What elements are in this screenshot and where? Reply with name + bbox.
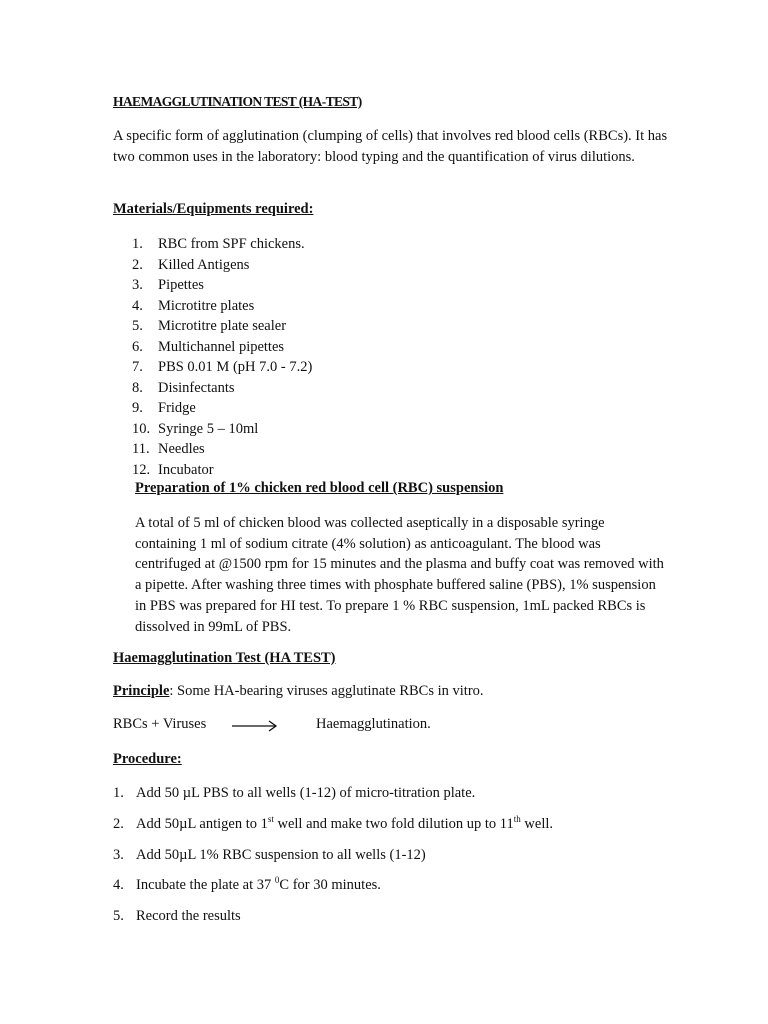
list-text: Microtitre plates bbox=[158, 297, 255, 314]
principle-line bbox=[113, 683, 484, 700]
list-text: Pipettes bbox=[158, 277, 204, 293]
list-item bbox=[132, 337, 312, 358]
list-item bbox=[132, 234, 312, 255]
list-text: Syringe 5 – 10ml bbox=[158, 420, 259, 437]
list-number: 4. bbox=[132, 297, 143, 314]
materials-list bbox=[132, 234, 312, 480]
step-number: 2. bbox=[113, 815, 124, 832]
procedure-step bbox=[113, 845, 553, 876]
step-text: Add 50 µL PBS to all wells (1-12) of micro-titration plate. bbox=[136, 785, 476, 801]
step-number: 3. bbox=[113, 846, 124, 863]
list-text: Microtitre plate sealer bbox=[158, 318, 287, 334]
degree-superscript: 0 bbox=[274, 875, 280, 886]
list-item bbox=[132, 275, 312, 296]
list-item bbox=[132, 378, 312, 399]
ordinal-suffix: st bbox=[267, 813, 274, 824]
intro-paragraph: A specific form of agglutination (clumping of cells) that involves red blood cells (RBCs). It has two common uses in the laboratory: blood typing and the quantification of virus dilutions. bbox=[113, 128, 668, 165]
list-number: 7. bbox=[132, 359, 143, 375]
ha-test-heading: Haemagglutination Test (HA TEST) bbox=[113, 650, 336, 666]
procedure-step bbox=[113, 875, 553, 906]
list-text: Incubator bbox=[158, 461, 214, 478]
right-arrow-icon bbox=[231, 719, 279, 733]
list-item bbox=[132, 398, 312, 419]
step-number: 1. bbox=[113, 785, 124, 801]
step-text-part: well and make two fold dilution up to 11 bbox=[273, 815, 514, 832]
step-text-part: Add 50µL antigen to 1 bbox=[136, 815, 268, 832]
step-text-part: C for 30 minutes. bbox=[279, 877, 381, 894]
list-text: Multichannel pipettes bbox=[158, 338, 285, 355]
materials-heading: Materials/Equipments required: bbox=[113, 201, 314, 217]
procedure-heading: Procedure: bbox=[113, 751, 182, 767]
list-number: 2. bbox=[132, 256, 143, 273]
principle-text: : Some HA-bearing viruses agglutinate RBCs in vitro. bbox=[169, 683, 484, 699]
list-text: Killed Antigens bbox=[158, 256, 250, 273]
list-item bbox=[132, 316, 312, 337]
list-text: Fridge bbox=[158, 400, 196, 416]
principle-label: Principle bbox=[113, 683, 170, 699]
step-text-part: Incubate the plate at 37 bbox=[136, 877, 275, 894]
equation-reactants: RBCs + Viruses bbox=[113, 716, 207, 732]
step-text: Add 50µL 1% RBC suspension to all wells (1-12) bbox=[136, 846, 426, 863]
procedure-step bbox=[113, 814, 553, 845]
list-number: 1. bbox=[132, 236, 143, 252]
list-text: Disinfectants bbox=[158, 379, 235, 396]
list-number: 3. bbox=[132, 277, 143, 293]
list-number: 8. bbox=[132, 379, 143, 396]
step-number: 4. bbox=[113, 877, 124, 894]
step-text-part: well. bbox=[520, 815, 553, 832]
list-text: Needles bbox=[158, 441, 205, 457]
list-item bbox=[132, 460, 312, 481]
list-item bbox=[132, 419, 312, 440]
reaction-equation bbox=[113, 716, 513, 738]
list-number: 11. bbox=[132, 441, 150, 457]
list-item bbox=[132, 357, 312, 378]
list-number: 6. bbox=[132, 338, 143, 355]
list-number: 5. bbox=[132, 318, 143, 334]
list-item bbox=[132, 255, 312, 276]
procedure-step bbox=[113, 906, 553, 937]
list-item bbox=[132, 296, 312, 317]
procedure-list bbox=[113, 783, 553, 937]
list-text: RBC from SPF chickens. bbox=[158, 236, 305, 252]
procedure-step bbox=[113, 783, 553, 814]
list-text: PBS 0.01 M (pH 7.0 - 7.2) bbox=[158, 359, 313, 375]
list-number: 9. bbox=[132, 400, 143, 416]
step-number: 5. bbox=[113, 908, 124, 925]
list-item bbox=[132, 439, 312, 460]
page-title: HAEMAGGLUTINATION TEST (HA-TEST) bbox=[113, 94, 362, 109]
preparation-paragraph: A total of 5 ml of chicken blood was collected aseptically in a disposable syringe containing 1 ml of sodium citrate (4% solution) as anticoagulant. The blood was centrifuged at @1500 rpm for 15 minutes and the plasma and buffy coat was removed with a pipette. After washing three times with phosphate buffered saline (PBS), 1% suspension in PBS was prepared for HI test. To prepare 1 % RBC suspension, 1mL packed RBCs is dissolved in 99mL of PBS. bbox=[135, 515, 664, 635]
step-text: Record the results bbox=[136, 908, 241, 925]
equation-product: Haemagglutination. bbox=[316, 716, 431, 732]
ordinal-suffix: th bbox=[513, 813, 521, 824]
list-number: 10. bbox=[132, 420, 151, 437]
list-number: 12. bbox=[132, 461, 151, 478]
preparation-heading: Preparation of 1% chicken red blood cell (RBC) suspension bbox=[135, 480, 504, 496]
